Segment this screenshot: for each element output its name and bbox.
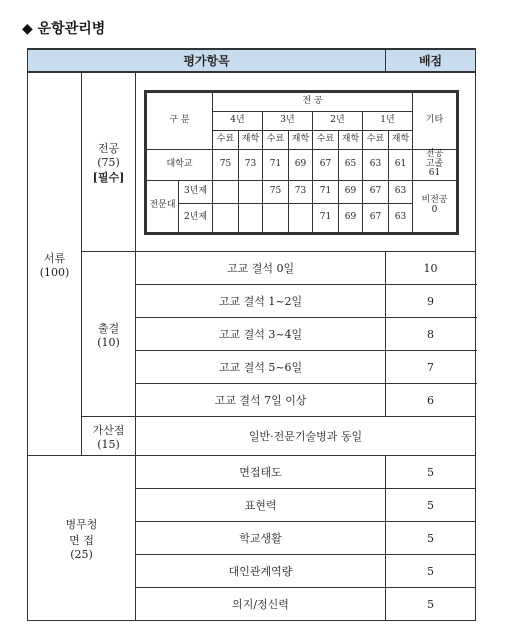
year-3: 3년: [263, 111, 313, 130]
college2-value: 63: [389, 203, 413, 232]
college2-value: 71: [313, 203, 339, 232]
year-2: 2년: [313, 111, 363, 130]
table-header-row: [28, 49, 476, 72]
interview-item: 학교생활: [136, 522, 386, 555]
interview-points: (25): [70, 547, 93, 561]
documents-points: (100): [39, 265, 70, 279]
college-label: 전문대: [147, 180, 179, 232]
sub-complete: 수료: [313, 130, 339, 149]
year-1: 1년: [363, 111, 413, 130]
sub-enrolled: 재학: [339, 130, 363, 149]
documents-label: 서류: [43, 251, 66, 265]
college3-value: 69: [339, 180, 363, 203]
college3-value: [239, 180, 263, 203]
sub-complete: 수료: [263, 130, 289, 149]
header-score: 배점: [386, 49, 476, 72]
university-value: 67: [313, 149, 339, 180]
major-cell: [82, 72, 136, 252]
college2-value: 69: [339, 203, 363, 232]
documents-cell: [28, 72, 82, 456]
interview-item: 대인관계역량: [136, 555, 386, 588]
attendance-score: 6: [386, 384, 476, 417]
college2-value: [263, 203, 289, 232]
college3-value: 63: [389, 180, 413, 203]
attendance-item: 고교 결석 5~6일: [136, 351, 386, 384]
other-header: 기타: [413, 92, 457, 149]
attendance-item: 고교 결석 0일: [136, 252, 386, 285]
sub-enrolled: 재학: [389, 130, 413, 149]
other-major: 전공 고졸 61: [413, 149, 457, 180]
university-value: 71: [263, 149, 289, 180]
interview-item: 표현력: [136, 489, 386, 522]
university-value: 73: [239, 149, 263, 180]
attendance-score: 8: [386, 318, 476, 351]
bonus-points: (15): [97, 437, 120, 451]
university-value: 61: [389, 149, 413, 180]
attendance-item: 고교 결석 3~4일: [136, 318, 386, 351]
college2-label: 2년제: [179, 203, 213, 232]
interview-row: [28, 456, 476, 489]
university-value: 75: [213, 149, 239, 180]
interview-score: 5: [386, 489, 476, 522]
university-value: 69: [289, 149, 313, 180]
college2-value: [213, 203, 239, 232]
college2-value: [239, 203, 263, 232]
interview-item: 면접태도: [136, 456, 386, 489]
major-header: 전 공: [213, 92, 413, 111]
interview-cell: [28, 456, 136, 621]
gubun-header: 구 분: [147, 92, 213, 149]
attendance-item: 고교 결석 1~2일: [136, 285, 386, 318]
sub-complete: 수료: [213, 130, 239, 149]
major-label: 전공: [97, 141, 120, 155]
university-value: 65: [339, 149, 363, 180]
college3-value: [213, 180, 239, 203]
college3-value: 67: [363, 180, 389, 203]
interview-item: 의지/정신력: [136, 588, 386, 621]
bonus-cell: [82, 417, 136, 456]
attendance-score: 9: [386, 285, 476, 318]
interview-label1: 병무청: [65, 517, 98, 531]
college3-value: 73: [289, 180, 313, 203]
bonus-text: 일반·전문기술병과 동일: [136, 417, 476, 456]
attendance-label: 출결: [97, 321, 120, 335]
sub-enrolled: 재학: [289, 130, 313, 149]
major-row: [28, 72, 476, 252]
major-table-cell: [136, 72, 476, 252]
sub-enrolled: 재학: [239, 130, 263, 149]
page-title: ◆ 운항관리병: [22, 21, 106, 37]
bonus-label: 가산점: [92, 423, 125, 437]
college3-value: 75: [263, 180, 289, 203]
major-points: (75): [97, 155, 120, 169]
evaluation-table: [27, 48, 476, 621]
interview-score: 5: [386, 588, 476, 621]
college3-value: 71: [313, 180, 339, 203]
interview-score: 5: [386, 522, 476, 555]
attendance-points: (10): [97, 335, 120, 349]
year-4: 4년: [213, 111, 263, 130]
college2-value: [289, 203, 313, 232]
major-score-table: [146, 92, 457, 233]
university-value: 63: [363, 149, 389, 180]
university-label: 대학교: [147, 149, 213, 180]
college2-value: 67: [363, 203, 389, 232]
attendance-score: 10: [386, 252, 476, 285]
header-item: 평가항목: [28, 49, 386, 72]
college3-label: 3년제: [179, 180, 213, 203]
attendance-item: 고교 결석 7일 이상: [136, 384, 386, 417]
other-nonmajor: 비전공 0: [413, 180, 457, 232]
interview-score: 5: [386, 456, 476, 489]
sub-complete: 수료: [363, 130, 389, 149]
bonus-row: [28, 417, 476, 456]
attendance-row: [28, 252, 476, 285]
attendance-score: 7: [386, 351, 476, 384]
interview-label2: 면 접: [69, 533, 94, 547]
major-required: [필수]: [92, 170, 125, 184]
attendance-cell: [82, 252, 136, 417]
interview-score: 5: [386, 555, 476, 588]
